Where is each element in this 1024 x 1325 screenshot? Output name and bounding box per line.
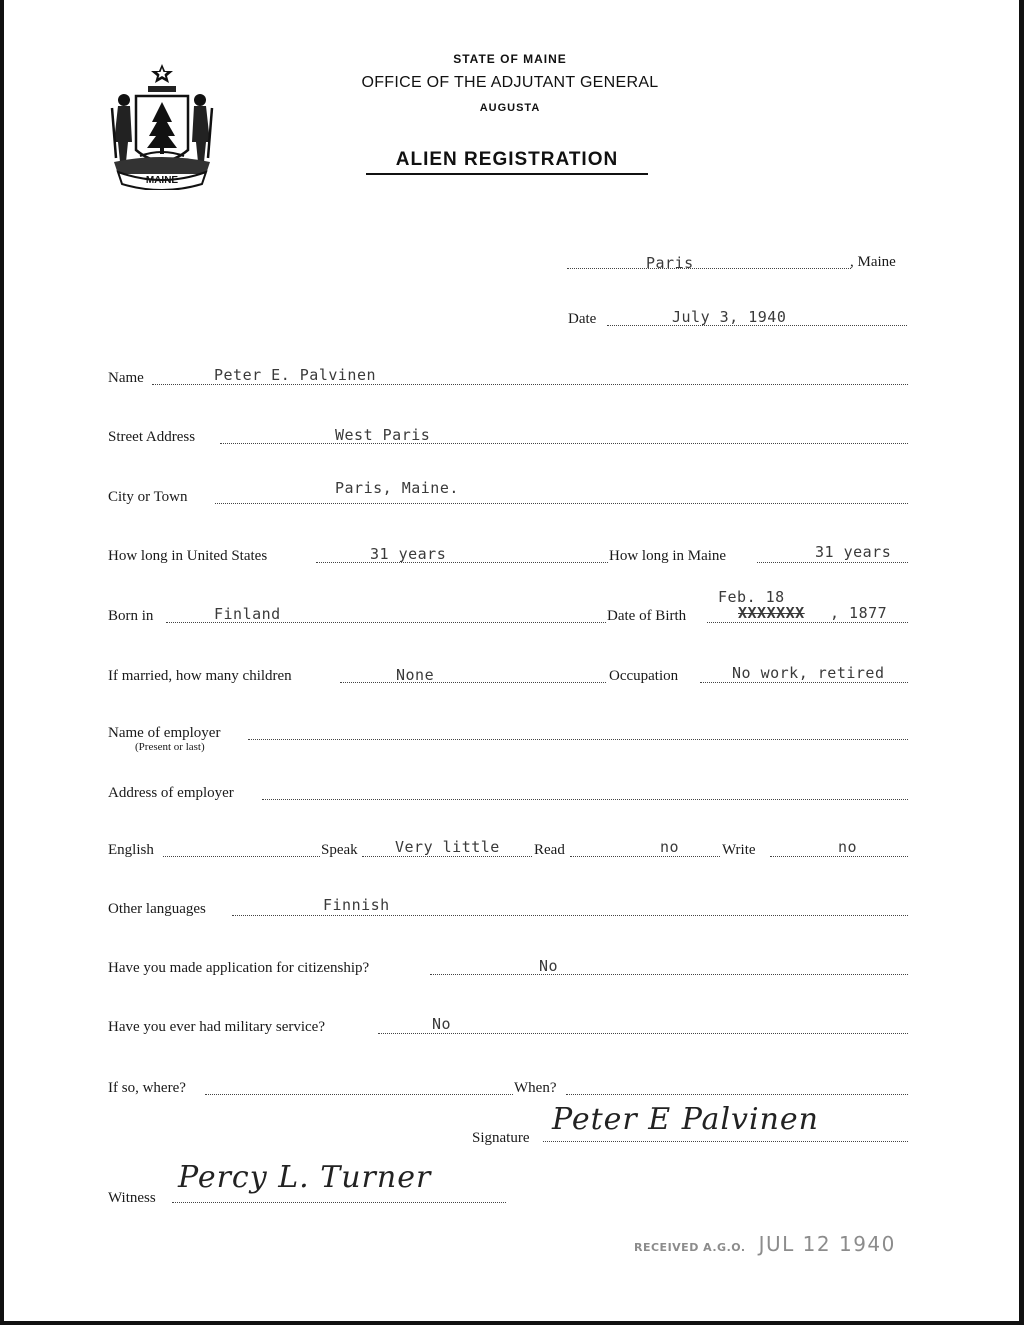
name-value: Peter E. Palvinen (214, 366, 377, 384)
maine-state-seal (108, 62, 216, 190)
street-line (220, 443, 908, 444)
dob-correction: Feb. 18 (718, 588, 785, 606)
witness-line (172, 1202, 506, 1203)
header-city: AUGUSTA (479, 102, 541, 114)
scan-edge-right (1019, 0, 1024, 1325)
employer-line (248, 739, 908, 740)
how-long-us-label: How long in United States (108, 548, 268, 564)
dob-label: Date of Birth (607, 608, 687, 624)
dob-struck-text: XXXXXXX (738, 604, 805, 622)
born-in-value: Finland (214, 605, 281, 623)
other-languages-label: Other languages (108, 901, 206, 917)
children-value: None (396, 666, 435, 684)
read-label: Read (534, 842, 565, 858)
citizenship-label: Have you made application for citizenship? (108, 960, 370, 976)
military-label: Have you ever had military service? (108, 1019, 325, 1035)
how-long-maine-line (757, 562, 908, 563)
born-in-label: Born in (108, 608, 154, 624)
name-label: Name (108, 370, 144, 386)
seal-banner-text: MAINE (145, 175, 179, 186)
military-line (378, 1033, 908, 1034)
write-line (770, 856, 908, 857)
english-line (163, 856, 320, 857)
military-value: No (432, 1015, 452, 1033)
form-title: ALIEN REGISTRATION (366, 149, 648, 175)
place-line (567, 268, 851, 269)
dob-line (707, 622, 908, 623)
applicant-signature: Peter E Palvinen (552, 1102, 819, 1137)
place-suffix: , Maine (850, 254, 896, 270)
occupation-label: Occupation (609, 668, 679, 684)
city-line (215, 503, 908, 504)
speak-line (362, 856, 532, 857)
header-office: OFFICE OF THE ADJUTANT GENERAL (361, 74, 659, 91)
dob-year: , 1877 (830, 604, 888, 622)
date-label: Date (568, 311, 597, 327)
when-line (566, 1094, 908, 1095)
date-value: July 3, 1940 (672, 308, 787, 326)
employer-address-label: Address of employer (108, 785, 234, 801)
name-line (152, 384, 908, 385)
english-label: English (108, 842, 154, 858)
city-value: Paris, Maine. (335, 479, 459, 497)
how-long-maine-label: How long in Maine (609, 548, 727, 564)
read-line (570, 856, 720, 857)
street-label: Street Address (108, 429, 196, 445)
citizenship-line (430, 974, 908, 975)
scan-edge-bottom (0, 1321, 1024, 1325)
occupation-value: No work, retired (732, 664, 885, 682)
other-languages-value: Finnish (323, 896, 390, 914)
write-label: Write (722, 842, 756, 858)
signature-label: Signature (472, 1130, 530, 1146)
stamp-date: JUL 12 1940 (758, 1232, 896, 1256)
children-line (340, 682, 606, 683)
signature-line (543, 1141, 908, 1142)
stamp-received-text: RECEIVED A.G.O. (634, 1241, 746, 1254)
read-value: no (660, 838, 680, 856)
place-value: Paris (646, 254, 694, 272)
occupation-line (700, 682, 908, 683)
where-line (205, 1094, 513, 1095)
header-state: STATE OF MAINE (453, 52, 567, 66)
write-value: no (838, 838, 858, 856)
other-languages-line (232, 915, 908, 916)
when-label: When? (514, 1080, 557, 1096)
how-long-us-value: 31 years (370, 545, 447, 563)
received-stamp (634, 1232, 896, 1256)
how-long-us-line (316, 562, 608, 563)
witness-label: Witness (108, 1190, 156, 1206)
street-value: West Paris (335, 426, 431, 444)
where-label: If so, where? (108, 1080, 186, 1096)
how-long-maine-value: 31 years (815, 543, 892, 561)
employer-sublabel: (Present or last) (135, 741, 205, 753)
employer-address-line (262, 799, 908, 800)
witness-signature: Percy L. Turner (178, 1160, 432, 1195)
employer-label: Name of employer (108, 725, 221, 741)
children-label: If married, how many children (108, 668, 292, 684)
city-label: City or Town (108, 489, 188, 505)
speak-label: Speak (321, 842, 358, 858)
speak-value: Very little (395, 838, 500, 856)
citizenship-value: No (539, 957, 559, 975)
scan-edge-left (0, 0, 4, 1325)
